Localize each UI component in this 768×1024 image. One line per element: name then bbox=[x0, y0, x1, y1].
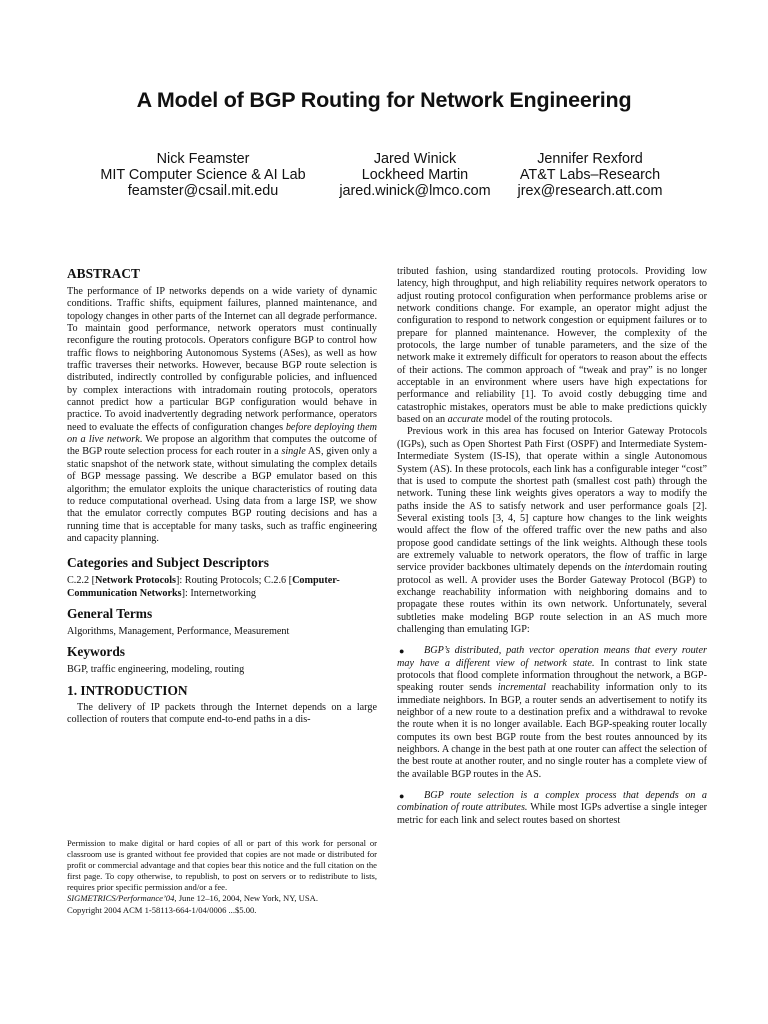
paper-title: A Model of BGP Routing for Network Engineering bbox=[136, 88, 632, 112]
bullet-text: BGP’s distributed, path vector operation means that every router may have a different view of network state. In contrast to link state protocols that flood complete information throughout the network, a BGP-speaking router sends incremental reachability information only to its immediate neighbors. In BGP, a router sends an advertisement to notify its neighbor of a new route to a destination prefix and a withdrawal to revoke the route when it is no longer available. Each BGP-speaking router locally computes its own best BGP route from the best routes announced by its neighbors. A change in the best path at one router can affect the selection of the best route at another router, and no single router has a complete view of the available BGP routes in the AS. bbox=[397, 645, 707, 780]
copyright-line: Copyright 2004 ACM 1-58113-664-1/04/0006 ...$5.00. bbox=[67, 904, 257, 915]
introduction-text-left: The delivery of IP packets through the Internet depends on a large collection of routers that compute end-to-end paths in a dis- bbox=[67, 701, 377, 725]
bullet-icon: ● bbox=[399, 646, 405, 657]
author-name: Nick Feamster bbox=[156, 151, 250, 167]
abstract-heading: ABSTRACT bbox=[67, 266, 140, 281]
author-affiliation: MIT Computer Science & AI Lab bbox=[100, 167, 306, 183]
intro-paragraph-1: tributed fashion, using standardized routing protocols. Providing low latency, high throughput, and high reliability requires network operators to adjust routing protocol configuration when performance problems arise or network conditions change. For example, an operator might adjust the configuration to respond to network congestion or equipment failures or to prepare for planned maintenance. However, the complexity of the protocols, the large number of tunable parameters, and the size of the network make it extremely difficult for operators to reason about the effects of their actions. The common approach of “tweak and pray” is no longer acceptable in an environment where users have high expectations for performance and reliability [1]. To avoid costly debugging time and catastrophic mistakes, operators must be able to make predictions quickly based on an accurate model of the routing protocols. bbox=[397, 266, 707, 426]
general-terms-text: Algorithms, Management, Performance, Measurement bbox=[67, 625, 290, 637]
keywords-text: BGP, traffic engineering, modeling, routing bbox=[67, 664, 245, 676]
venue-line: SIGMETRICS/Performance’04, June 12–16, 2004, New York, NY, USA. bbox=[67, 893, 318, 904]
abstract-text: The performance of IP networks depends on a wide variety of dynamic conditions. Traffic shifts, equipment failures, planned maintenance, and topology changes in other parts of the Internet can all degrade performance. To maintain good performance, network operators must continually reconfigure the routing protocols. Operators configure BGP to control how traffic flows to neighboring Autonomous Systems (ASes), as well as how traffic traverses their networks. However, because BGP route selection is distributed, indirectly controlled by configurable policies, and influenced by complex interactions with intradomain routing protocols, operators cannot predict how a particular BGP configuration would behave in practice. To avoid inadvertently degrading network performance, operators need to evaluate the effects of configuration changes before deploying them on a live network. We propose an algorithm that computes the outcome of the BGP route selection process for each router in a single AS, given only a static snapshot of the network state, without simulating the complex details of BGP message passing. We describe a BGP emulator based on this algorithm; the emulator exploits the unique characteristics of routing data to reduce computational overhead. Using data from a large ISP, we show that the emulator correctly computes BGP routing decisions and has a running time that is acceptable for many tasks, such as traffic engineering and capacity planning. bbox=[67, 286, 378, 544]
general-terms-heading: General Terms bbox=[67, 605, 153, 621]
keywords-heading: Keywords bbox=[67, 644, 126, 660]
categories-heading: Categories and Subject Descriptors bbox=[67, 555, 269, 571]
author-email: jared.winick@lmco.com bbox=[339, 183, 491, 199]
author-email: feamster@csail.mit.edu bbox=[127, 183, 279, 199]
categories-text: C.2.2 [Network Protocols]: Routing Protocols; C.2.6 [Computer-Communication Networks]: Internetworking bbox=[67, 575, 340, 599]
author-affiliation: Lockheed Martin bbox=[361, 167, 469, 183]
author-block bbox=[90, 151, 690, 203]
bullet-text: BGP route selection is a complex process that depends on a combination of route attributes. While most IGPs advertise a single integer metric for each link and select routes based on shortest bbox=[397, 790, 707, 826]
author-name: Jennifer Rexford bbox=[537, 151, 643, 167]
bullet-item-2 bbox=[397, 790, 707, 827]
author-1 bbox=[88, 151, 318, 199]
author-affiliation: AT&T Labs–Research bbox=[519, 167, 661, 183]
author-email: jrex@research.att.com bbox=[517, 183, 663, 199]
author-name: Jared Winick bbox=[373, 151, 457, 167]
bullet-item-1 bbox=[397, 645, 707, 781]
bullet-icon: ● bbox=[399, 791, 405, 802]
permission-notice bbox=[67, 838, 377, 916]
introduction-heading: 1. INTRODUCTION bbox=[67, 682, 188, 698]
right-column bbox=[397, 266, 707, 827]
left-column bbox=[67, 266, 377, 726]
intro-paragraph-2: Previous work in this area has focused on Interior Gateway Protocols (IGPs), such as Open Shortest Path First (OSPF) and Intermediate System-Intermediate System (IS-IS), that operate within a single Autonomous System (AS). In these protocols, each link has a configurable integer “cost” that is used to compute the shortest path (smallest cost path) through the network. Tuning these link weights gives operators a way to modify the paths inside the AS to satisfy network and user performance goals [2]. Several existing tools [3, 4, 5] capture how changes to the link weights would affect the flow of the offered traffic over the new paths and also propose good candidate settings of the link weights. Although these tools are extremely valuable to network operators, the flow of traffic in large service provider backbones ultimately depends on the interdomain routing protocol as well. A provider uses the Border Gateway Protocol (BGP) to exchange reachability information with neighboring domains and to propagate these routes within its own network. Unfortunately, several subtleties make modeling BGP route selection in an AS much more challenging than emulating IGP: bbox=[397, 426, 707, 635]
author-2 bbox=[325, 151, 505, 199]
author-3 bbox=[500, 151, 680, 199]
permission-text: Permission to make digital or hard copies of all or part of this work for personal or classroom use is granted without fee provided that copies are not made or distributed for profit or commercial advantage and that copies bear this notice and the full citation on the first page. To copy otherwise, to republish, to post on servers or to redistribute to lists, requires prior specific permission and/or a fee. bbox=[67, 838, 377, 893]
